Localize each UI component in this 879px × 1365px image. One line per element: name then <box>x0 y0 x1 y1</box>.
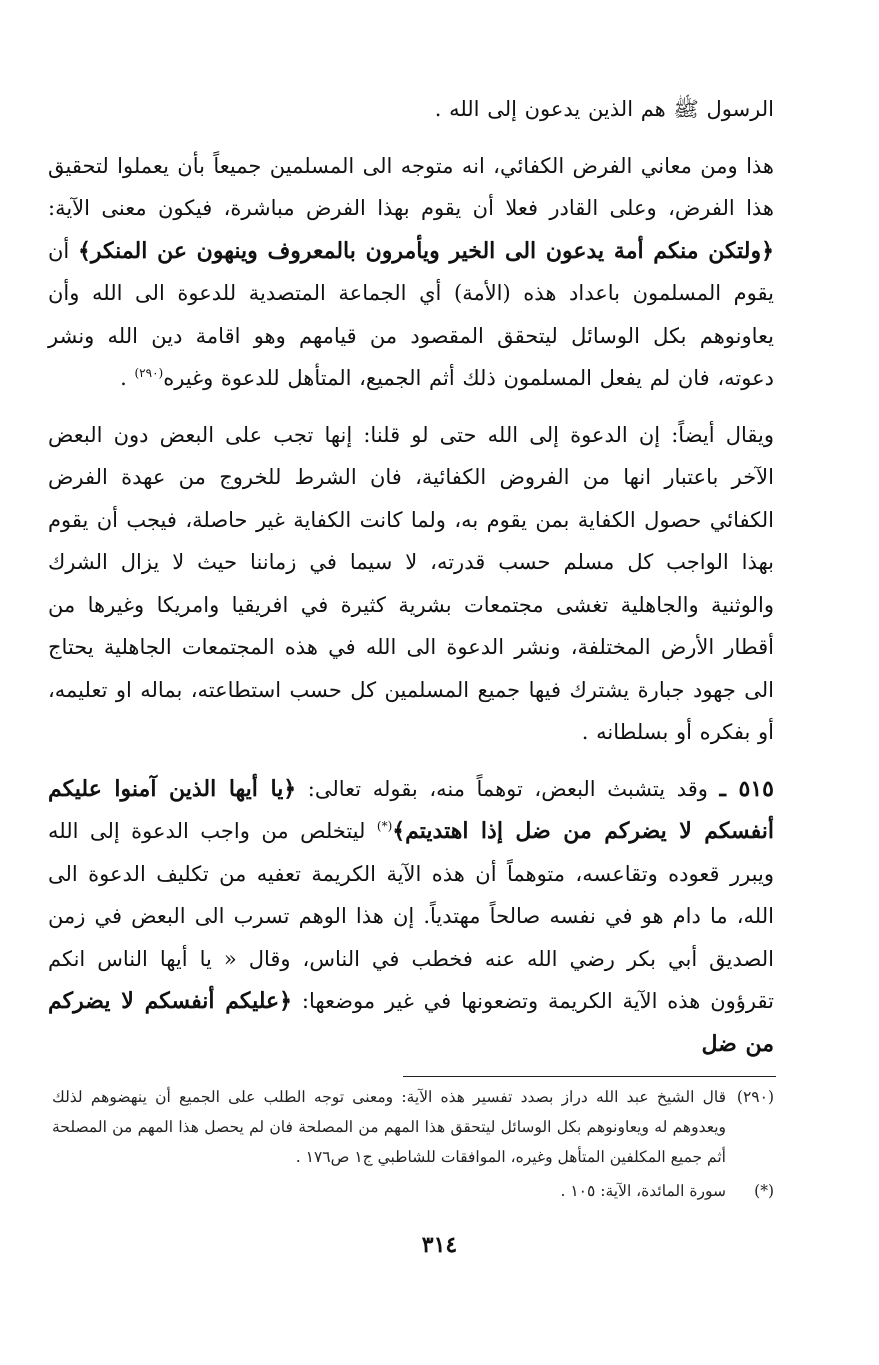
section-number: ٥١٥ ـ <box>719 775 774 802</box>
paragraph-text: ليتخلص من واجب الدعوة إلى الله ويبرر قعوده وتقاعسه، متوهماً أن هذه الآية الكريمة تعفيه من تكليف الدعوة الى الله، ما دام هو في نفسه صالحاً مهتدياً. إن هذا الوهم تسرب الى البعض في زمن الصديق أبي بكر رضي الله عنه فخطب في الناس، وقال « يا أيها الناس انكم تقرؤون هذه الآية الكريمة وتضعونها في غير موضعها: <box>48 819 774 1013</box>
paragraph-text: وقد يتشبث البعض، توهماً منه، بقوله تعالى: <box>296 776 720 801</box>
footnote-number: (*) <box>754 1182 774 1200</box>
paragraph-515 <box>48 768 774 1066</box>
paragraph-fard-kifai <box>48 145 774 400</box>
footnote-reference[interactable]: (*) <box>376 819 393 833</box>
quran-verse: ﴿عليكم أنفسكم لا يضركم من ضل <box>48 988 774 1057</box>
footnote-text: سورة المائدة، الآية: ١٠٥ . <box>560 1182 726 1200</box>
paragraph-text: ويقال أيضاً: إن الدعوة إلى الله حتى لو قلنا: إنها تجب على البعض دون البعض الآخر باعتبار انها من الفروض الكفائية، فان الشرط للخروج من عهدة الفرض الكفائي حصول الكفاية بمن يقوم به، ولما كانت الكفاية غير حاصلة، فيجب أن يقوم بهذا الواجب كل مسلم حسب قدرته، لا سيما في زماننا حيث لا يزال الشرك والوثنية والجاهلية تغشى مجتمعات بشرية كثيرة في افريقيا وامريكا وغيرها من أقطار الأرض المختلفة، ونشر الدعوة الى الله في هذه المجتمعات الجاهلية يحتاج الى جهود جبارة يشترك فيها جميع المسلمين كل حسب استطاعته، بماله او تعليمه، أو بفكره أو بسلطانه . <box>48 422 774 744</box>
paragraph-text: . <box>120 366 135 390</box>
footnote-separator <box>403 1076 776 1077</box>
page-number: ٣١٤ <box>421 1232 458 1258</box>
paragraph-text: هذا ومن معاني الفرض الكفائي، انه متوجه الى المسلمين جميعاً بأن يعملوا لتحقيق هذا الفرض، وعلى القادر فعلا أن يقوم بهذا الفرض مباشرة، فيكون معنى الآية: <box>48 153 774 220</box>
footnote-reference[interactable]: (٢٩٠) <box>134 366 164 380</box>
footnote-text: قال الشيخ عبد الله دراز بصدد تفسير هذه الآية: ومعنى توجه الطلب على الجميع أن ينهضوهم لذلك ويعدوهم له ويعاونوهم بكل الوسائل ليتحقق هذا المهم من المصلحة فان لم يحصل هذا المهم من المصلحة أثم جميع المكلفين المتأهل وغيره، الموافقات للشاطبي ج١ ص١٧٦ . <box>52 1088 726 1166</box>
quran-verse: ﴿ولتكن منكم أمة يدعون الى الخير ويأمرون بالمعروف وينهون عن المنكر﴾ <box>78 237 774 264</box>
footnote-item <box>52 1176 774 1206</box>
page-body <box>48 88 774 1065</box>
paragraph-text: أن يقوم المسلمون باعداد هذه (الأمة) أي الجماعة المتصدية للدعوة الى الله وأن يعاونوهم بكل الوسائل ليتحقق المقصود من قيامهم وهو اقامة دين الله ونشر دعوته، فان لم يفعل المسلمون ذلك أثم الجميع، المتأهل للدعوة وغيره <box>48 238 774 390</box>
footnote-item <box>52 1082 774 1172</box>
footnote-number: (٢٩٠) <box>736 1088 774 1106</box>
paragraph-text: الرسول ﷺ هم الذين يدعون إلى الله . <box>434 97 774 121</box>
quran-verse: ﴿يا أيها الذين آمنوا عليكم أنفسكم لا يضركم من ضل إذا اهتديتم﴾ <box>48 775 774 844</box>
paragraph-continuation <box>48 88 774 131</box>
paragraph-also-said <box>48 414 774 754</box>
footnotes <box>52 1082 774 1206</box>
